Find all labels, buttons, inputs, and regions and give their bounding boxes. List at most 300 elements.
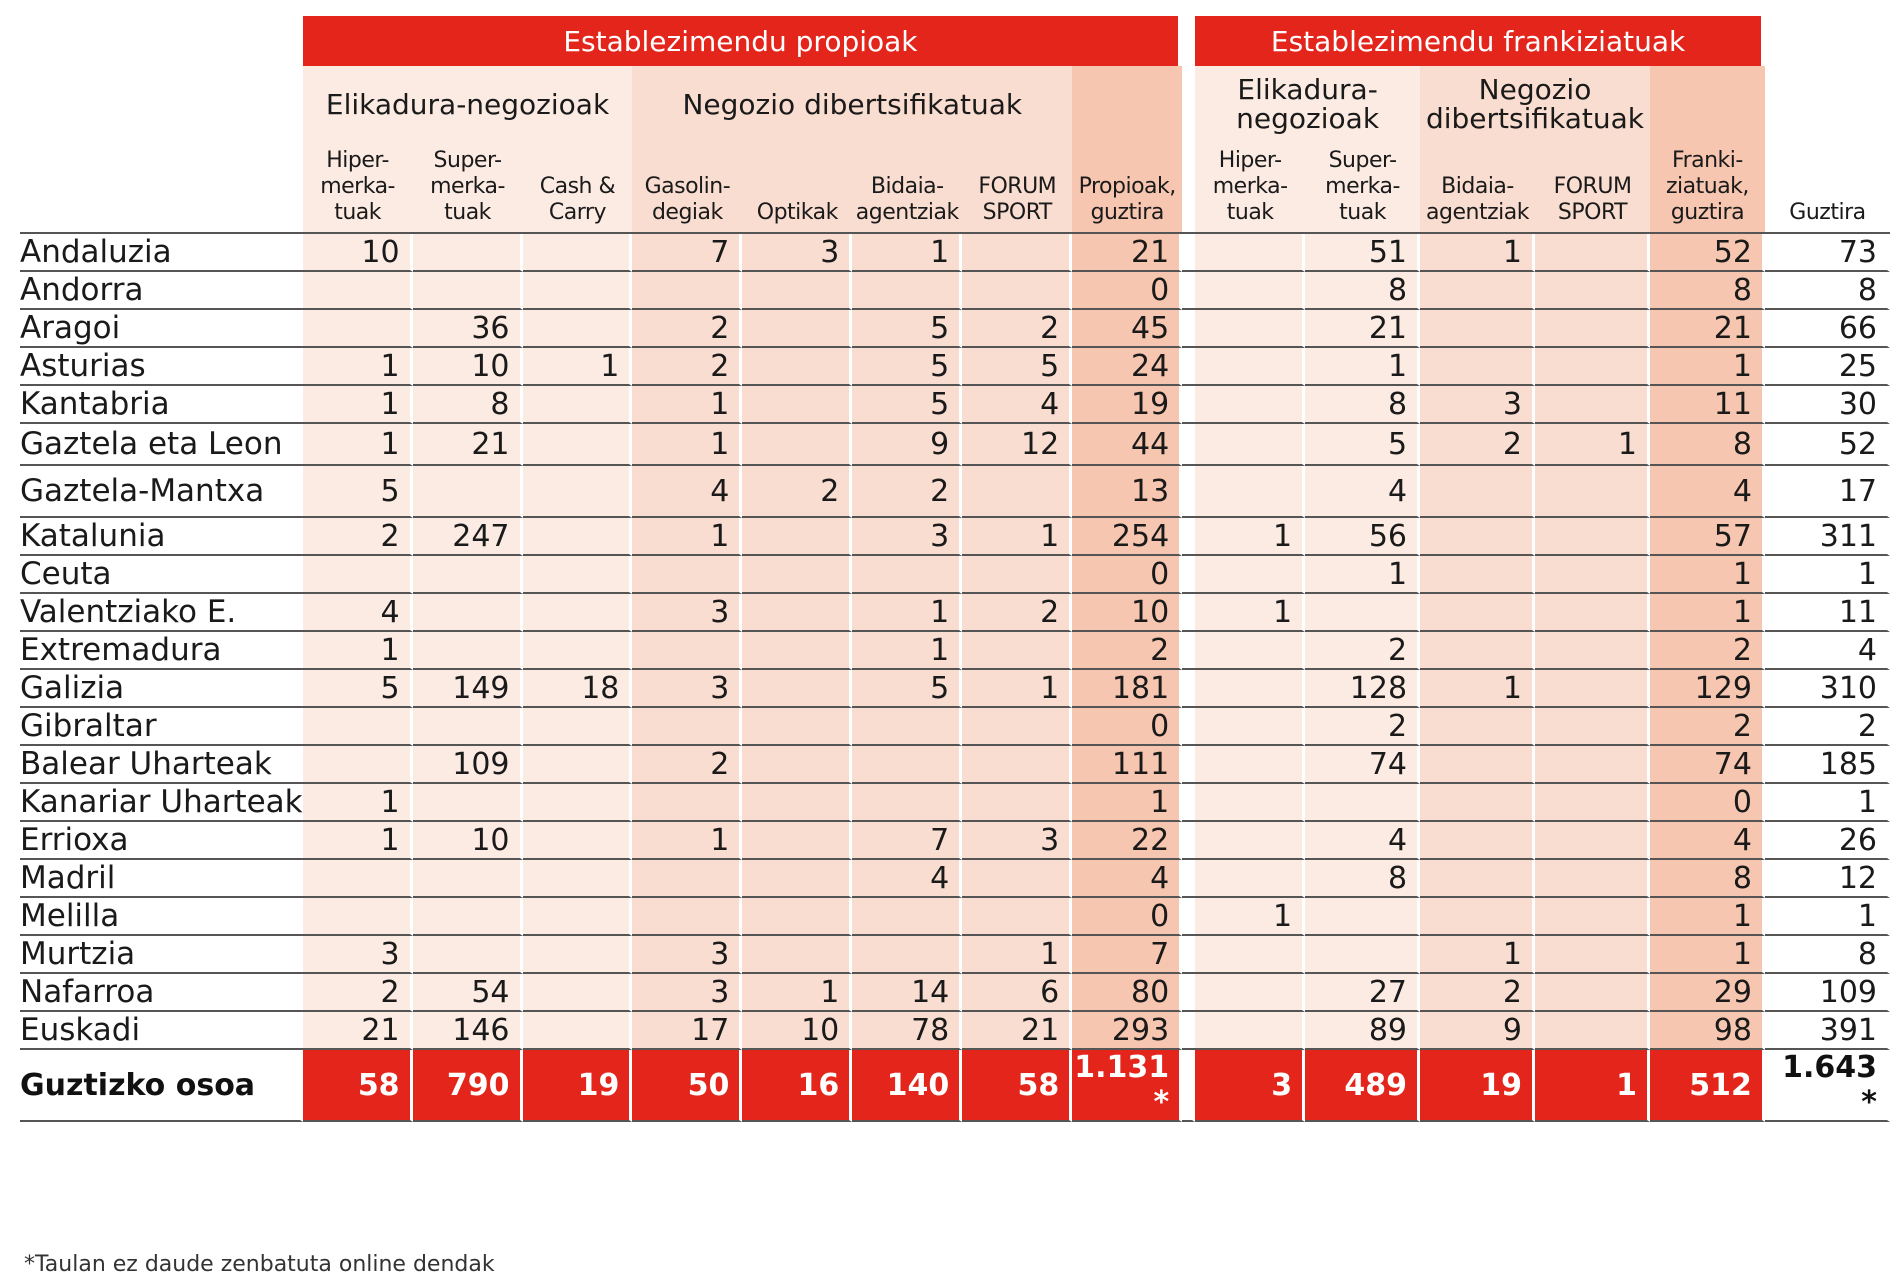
table-row <box>20 746 1890 784</box>
table-cell <box>413 936 523 974</box>
table-cell <box>1535 746 1650 784</box>
table-cell: 5 <box>962 348 1072 386</box>
col-own-opt: Optikak <box>742 142 852 234</box>
table-cell: 310 <box>1765 670 1890 708</box>
table-cell: 45 <box>1072 310 1182 348</box>
table-row <box>20 234 1890 272</box>
table-cell: 1 <box>303 386 413 424</box>
table-cell: 80 <box>1072 974 1182 1012</box>
table-cell: 128 <box>1305 670 1420 708</box>
table-cell <box>1420 466 1535 518</box>
table-cell: 1 <box>632 822 742 860</box>
table-cell <box>742 746 852 784</box>
region-name: Madril <box>20 860 303 898</box>
table-cell <box>852 746 962 784</box>
table-cell: 1 <box>962 936 1072 974</box>
col-fr-super: Super- merka- tuak <box>1305 142 1420 234</box>
table-cell: 5 <box>303 466 413 518</box>
table-cell: 3 <box>632 974 742 1012</box>
table-cell: 2 <box>1420 424 1535 466</box>
region-name: Katalunia <box>20 518 303 556</box>
table-cell: 2 <box>1765 708 1890 746</box>
table-cell: 8 <box>1305 386 1420 424</box>
total-cell: 16 <box>742 1050 852 1122</box>
table-row <box>20 386 1890 424</box>
region-name: Aragoi <box>20 310 303 348</box>
table-cell <box>632 708 742 746</box>
table-cell <box>1195 784 1305 822</box>
table-cell <box>413 708 523 746</box>
table-cell: 391 <box>1765 1012 1890 1050</box>
table-cell: 5 <box>852 386 962 424</box>
table-cell <box>523 860 633 898</box>
col-own-total: Propioak, guztira <box>1072 142 1182 234</box>
table-cell <box>742 556 852 594</box>
table-cell: 21 <box>303 1012 413 1050</box>
table-cell <box>1535 556 1650 594</box>
table-cell: 4 <box>1072 860 1182 898</box>
table-cell: 78 <box>852 1012 962 1050</box>
col-fr-total: Franki- ziatuak, guztira <box>1650 142 1765 234</box>
table-cell <box>742 822 852 860</box>
total-cell: 512 <box>1650 1050 1765 1122</box>
table-cell <box>742 670 852 708</box>
table-cell: 3 <box>852 518 962 556</box>
total-cell: 3 <box>1195 1050 1305 1122</box>
table-cell <box>1420 746 1535 784</box>
table-cell: 1 <box>742 974 852 1012</box>
table-cell: 17 <box>1765 466 1890 518</box>
table-cell <box>1195 424 1305 466</box>
own-stores-header: Establezimendu propioak <box>303 16 1183 66</box>
table-cell <box>1195 670 1305 708</box>
table-cell <box>742 936 852 974</box>
table-cell <box>852 556 962 594</box>
table-cell <box>1535 386 1650 424</box>
region-name: Asturias <box>20 348 303 386</box>
table-cell: 3 <box>303 936 413 974</box>
table-cell: 2 <box>1650 708 1765 746</box>
region-name: Nafarroa <box>20 974 303 1012</box>
table-cell: 111 <box>1072 746 1182 784</box>
band-row <box>20 16 1890 66</box>
col-fr-hiper: Hiper- merka- tuak <box>1195 142 1305 234</box>
table-cell: 4 <box>1650 822 1765 860</box>
table-row <box>20 632 1890 670</box>
table-cell <box>1195 936 1305 974</box>
table-cell: 52 <box>1765 424 1890 466</box>
table-cell <box>1420 310 1535 348</box>
table-cell <box>632 632 742 670</box>
table-cell: 0 <box>1072 272 1182 310</box>
table-cell <box>523 708 633 746</box>
table-cell <box>1535 936 1650 974</box>
table-cell <box>1420 898 1535 936</box>
table-cell <box>413 234 523 272</box>
table-cell <box>1305 898 1420 936</box>
table-cell: 27 <box>1305 974 1420 1012</box>
table-cell <box>1420 518 1535 556</box>
total-cell: 50 <box>632 1050 742 1122</box>
table-cell: 185 <box>1765 746 1890 784</box>
table-cell: 1 <box>962 670 1072 708</box>
table-cell <box>632 556 742 594</box>
table-cell: 9 <box>852 424 962 466</box>
table-cell <box>962 746 1072 784</box>
table-cell <box>413 466 523 518</box>
table-cell <box>632 860 742 898</box>
table-cell <box>303 746 413 784</box>
table-cell: 4 <box>303 594 413 632</box>
table-cell: 2 <box>632 310 742 348</box>
table-cell <box>523 310 633 348</box>
table-cell <box>1420 594 1535 632</box>
table-cell <box>1535 1012 1650 1050</box>
table-cell: 8 <box>1305 272 1420 310</box>
table-cell: 57 <box>1650 518 1765 556</box>
table-cell <box>303 556 413 594</box>
table-cell: 293 <box>1072 1012 1182 1050</box>
table-cell <box>852 708 962 746</box>
table-cell: 0 <box>1072 708 1182 746</box>
table-cell <box>852 898 962 936</box>
table-cell <box>742 386 852 424</box>
table-cell: 1 <box>1420 936 1535 974</box>
table-cell <box>962 272 1072 310</box>
table-cell: 1 <box>962 518 1072 556</box>
table-cell: 1 <box>303 632 413 670</box>
table-cell: 4 <box>1650 466 1765 518</box>
table-cell: 311 <box>1765 518 1890 556</box>
table-cell <box>962 234 1072 272</box>
table-cell <box>523 234 633 272</box>
table-cell <box>523 974 633 1012</box>
table-cell <box>742 784 852 822</box>
table-cell: 1 <box>632 518 742 556</box>
table-row <box>20 936 1890 974</box>
col-own-bid: Bidaia- agentziak <box>852 142 962 234</box>
table-cell: 2 <box>962 310 1072 348</box>
table-cell: 12 <box>1765 860 1890 898</box>
table-cell: 4 <box>1765 632 1890 670</box>
franchise-stores-header: Establezimendu frankiziatuak <box>1195 16 1765 66</box>
table-cell <box>1195 632 1305 670</box>
table-cell: 3 <box>632 594 742 632</box>
total-cell: 1.131 * <box>1072 1050 1182 1122</box>
table-cell: 5 <box>852 310 962 348</box>
fr-food-group: Elikadura- negozioak <box>1195 66 1420 142</box>
total-cell: 19 <box>523 1050 633 1122</box>
table-cell: 8 <box>1765 272 1890 310</box>
region-name: Gibraltar <box>20 708 303 746</box>
table-cell <box>523 272 633 310</box>
table-cell <box>523 1012 633 1050</box>
total-cell: 58 <box>303 1050 413 1122</box>
table-cell <box>413 784 523 822</box>
table-cell <box>742 348 852 386</box>
table-cell: 8 <box>1305 860 1420 898</box>
table-cell <box>413 272 523 310</box>
table-cell: 13 <box>1072 466 1182 518</box>
table-cell <box>523 746 633 784</box>
table-cell <box>742 424 852 466</box>
table-cell: 11 <box>1650 386 1765 424</box>
table-cell <box>303 898 413 936</box>
table-cell <box>742 518 852 556</box>
table-cell: 3 <box>632 936 742 974</box>
table-row <box>20 898 1890 936</box>
table-cell <box>1420 784 1535 822</box>
table-cell: 4 <box>962 386 1072 424</box>
region-name: Murtzia <box>20 936 303 974</box>
table-cell <box>1535 822 1650 860</box>
table-cell <box>523 556 633 594</box>
table-cell: 8 <box>1650 860 1765 898</box>
table-cell <box>1535 518 1650 556</box>
column-header-row <box>20 142 1890 234</box>
total-cell: 1 <box>1535 1050 1650 1122</box>
table-cell: 5 <box>852 670 962 708</box>
table-cell: 14 <box>852 974 962 1012</box>
table-cell: 21 <box>962 1012 1072 1050</box>
table-cell <box>1195 708 1305 746</box>
table-cell <box>1535 234 1650 272</box>
table-cell <box>523 632 633 670</box>
table-cell <box>852 272 962 310</box>
table-cell: 254 <box>1072 518 1182 556</box>
table-cell: 52 <box>1650 234 1765 272</box>
table-cell <box>1535 898 1650 936</box>
table-row <box>20 974 1890 1012</box>
table-cell: 25 <box>1765 348 1890 386</box>
table-cell: 1 <box>303 348 413 386</box>
table-cell <box>1535 594 1650 632</box>
table-cell <box>1195 822 1305 860</box>
table-cell: 129 <box>1650 670 1765 708</box>
table-cell: 1 <box>1650 936 1765 974</box>
table-cell: 2 <box>1305 632 1420 670</box>
table-cell <box>1535 860 1650 898</box>
table-cell: 4 <box>632 466 742 518</box>
table-cell <box>742 860 852 898</box>
table-cell <box>1195 272 1305 310</box>
table-cell: 1 <box>1765 784 1890 822</box>
table-cell: 8 <box>1765 936 1890 974</box>
table-cell: 2 <box>1650 632 1765 670</box>
table-cell: 2 <box>1420 974 1535 1012</box>
table-cell: 26 <box>1765 822 1890 860</box>
table-cell <box>1535 974 1650 1012</box>
region-name: Kanariar Uharteak <box>20 784 303 820</box>
table-cell <box>523 518 633 556</box>
table-cell <box>523 784 633 822</box>
table-cell <box>523 386 633 424</box>
table-cell <box>1420 632 1535 670</box>
table-cell: 74 <box>1305 746 1420 784</box>
table-cell: 2 <box>1072 632 1182 670</box>
table-cell: 36 <box>413 310 523 348</box>
table-cell: 5 <box>303 670 413 708</box>
table-row <box>20 822 1890 860</box>
table-cell: 7 <box>852 822 962 860</box>
table-cell: 51 <box>1305 234 1420 272</box>
table-cell: 0 <box>1072 556 1182 594</box>
col-own-forum: FORUM SPORT <box>962 142 1072 234</box>
table-cell: 8 <box>1650 272 1765 310</box>
region-name: Ceuta <box>20 556 303 594</box>
table-row <box>20 1012 1890 1050</box>
region-name: Melilla <box>20 898 303 936</box>
table-cell: 4 <box>1305 822 1420 860</box>
col-own-hiper: Hiper- merka- tuak <box>303 142 413 234</box>
table-cell <box>1420 556 1535 594</box>
own-diversified-group: Negozio dibertsifikatuak <box>632 66 1072 142</box>
table-row <box>20 348 1890 386</box>
table-cell: 7 <box>1072 936 1182 974</box>
table-cell: 3 <box>742 234 852 272</box>
table-cell: 1 <box>1650 594 1765 632</box>
table-cell: 7 <box>632 234 742 272</box>
table-cell <box>1420 708 1535 746</box>
totals-row <box>20 1050 1890 1122</box>
table-cell <box>1420 272 1535 310</box>
col-fr-forum: FORUM SPORT <box>1535 142 1650 234</box>
table-cell: 98 <box>1650 1012 1765 1050</box>
table-row <box>20 670 1890 708</box>
table-cell: 21 <box>1305 310 1420 348</box>
region-name: Extremadura <box>20 632 303 670</box>
table-row <box>20 518 1890 556</box>
stores-table <box>20 16 1890 1122</box>
table-cell: 1 <box>1195 594 1305 632</box>
table-cell <box>523 424 633 466</box>
table-cell <box>1195 974 1305 1012</box>
table-cell: 1 <box>1420 234 1535 272</box>
table-cell <box>1420 822 1535 860</box>
region-name: Kantabria <box>20 386 303 424</box>
table-cell: 3 <box>962 822 1072 860</box>
table-row <box>20 272 1890 310</box>
table-cell: 2 <box>962 594 1072 632</box>
table-cell <box>303 860 413 898</box>
table-cell: 109 <box>1765 974 1890 1012</box>
table-cell: 2 <box>852 466 962 518</box>
table-row <box>20 594 1890 632</box>
table-cell <box>852 936 962 974</box>
total-cell: 489 <box>1305 1050 1420 1122</box>
col-own-cash: Cash & Carry <box>523 142 633 234</box>
table-row <box>20 424 1890 466</box>
region-name: Andaluzia <box>20 234 303 272</box>
table-cell <box>1420 348 1535 386</box>
table-cell: 6 <box>962 974 1072 1012</box>
table-cell <box>413 594 523 632</box>
table-cell <box>962 556 1072 594</box>
table-cell <box>523 466 633 518</box>
total-cell: 58 <box>962 1050 1072 1122</box>
table-cell <box>1195 348 1305 386</box>
table-cell: 4 <box>1305 466 1420 518</box>
table-cell: 10 <box>413 822 523 860</box>
table-cell <box>1195 386 1305 424</box>
table-cell: 56 <box>1305 518 1420 556</box>
table-cell: 1 <box>1305 556 1420 594</box>
table-cell: 1 <box>1195 898 1305 936</box>
table-cell: 109 <box>413 746 523 784</box>
table-cell <box>523 898 633 936</box>
table-cell: 1 <box>1072 784 1182 822</box>
table-cell <box>1535 632 1650 670</box>
table-cell: 11 <box>1765 594 1890 632</box>
table-cell <box>742 632 852 670</box>
table-cell: 4 <box>852 860 962 898</box>
table-cell <box>962 632 1072 670</box>
table-cell <box>1535 784 1650 822</box>
table-cell: 3 <box>632 670 742 708</box>
table-row <box>20 466 1890 518</box>
table-cell: 89 <box>1305 1012 1420 1050</box>
table-cell: 5 <box>1305 424 1420 466</box>
table-cell: 3 <box>1420 386 1535 424</box>
table-cell: 21 <box>1650 310 1765 348</box>
region-name: Andorra <box>20 272 303 310</box>
table-body <box>20 234 1890 1050</box>
region-name: Gaztela eta Leon <box>20 424 303 466</box>
table-cell <box>742 898 852 936</box>
table-cell: 10 <box>303 234 413 272</box>
table-cell <box>1305 784 1420 822</box>
table-cell: 1 <box>523 348 633 386</box>
table-cell: 2 <box>632 348 742 386</box>
table-cell: 1 <box>632 424 742 466</box>
table-cell: 1 <box>632 386 742 424</box>
table-cell <box>1195 466 1305 518</box>
table-cell <box>413 632 523 670</box>
table-cell: 44 <box>1072 424 1182 466</box>
table-cell: 1 <box>852 632 962 670</box>
table-cell: 2 <box>742 466 852 518</box>
table-cell <box>303 272 413 310</box>
table-cell <box>523 594 633 632</box>
table-cell: 12 <box>962 424 1072 466</box>
table-cell <box>523 822 633 860</box>
table-cell: 10 <box>413 348 523 386</box>
table-cell: 1 <box>852 234 962 272</box>
table-cell <box>632 898 742 936</box>
table-cell <box>413 898 523 936</box>
table-row <box>20 556 1890 594</box>
table-cell: 1 <box>852 594 962 632</box>
footnote: *Taulan ez daude zenbatuta online dendak <box>24 1252 495 1277</box>
table-cell <box>1305 936 1420 974</box>
table-cell <box>1195 234 1305 272</box>
table-cell: 1 <box>303 424 413 466</box>
table-cell: 54 <box>413 974 523 1012</box>
table-cell: 1 <box>1765 556 1890 594</box>
table-row <box>20 784 1890 822</box>
col-fr-bid: Bidaia- agentziak <box>1420 142 1535 234</box>
table-cell: 10 <box>742 1012 852 1050</box>
table-cell: 21 <box>1072 234 1182 272</box>
table-cell: 1 <box>303 822 413 860</box>
table-cell <box>1535 670 1650 708</box>
table-cell: 2 <box>632 746 742 784</box>
table-cell: 1 <box>1650 898 1765 936</box>
region-name: Valentziako E. <box>20 594 303 632</box>
table-cell: 22 <box>1072 822 1182 860</box>
table-cell <box>1195 1012 1305 1050</box>
own-food-group: Elikadura-negozioak <box>303 66 633 142</box>
